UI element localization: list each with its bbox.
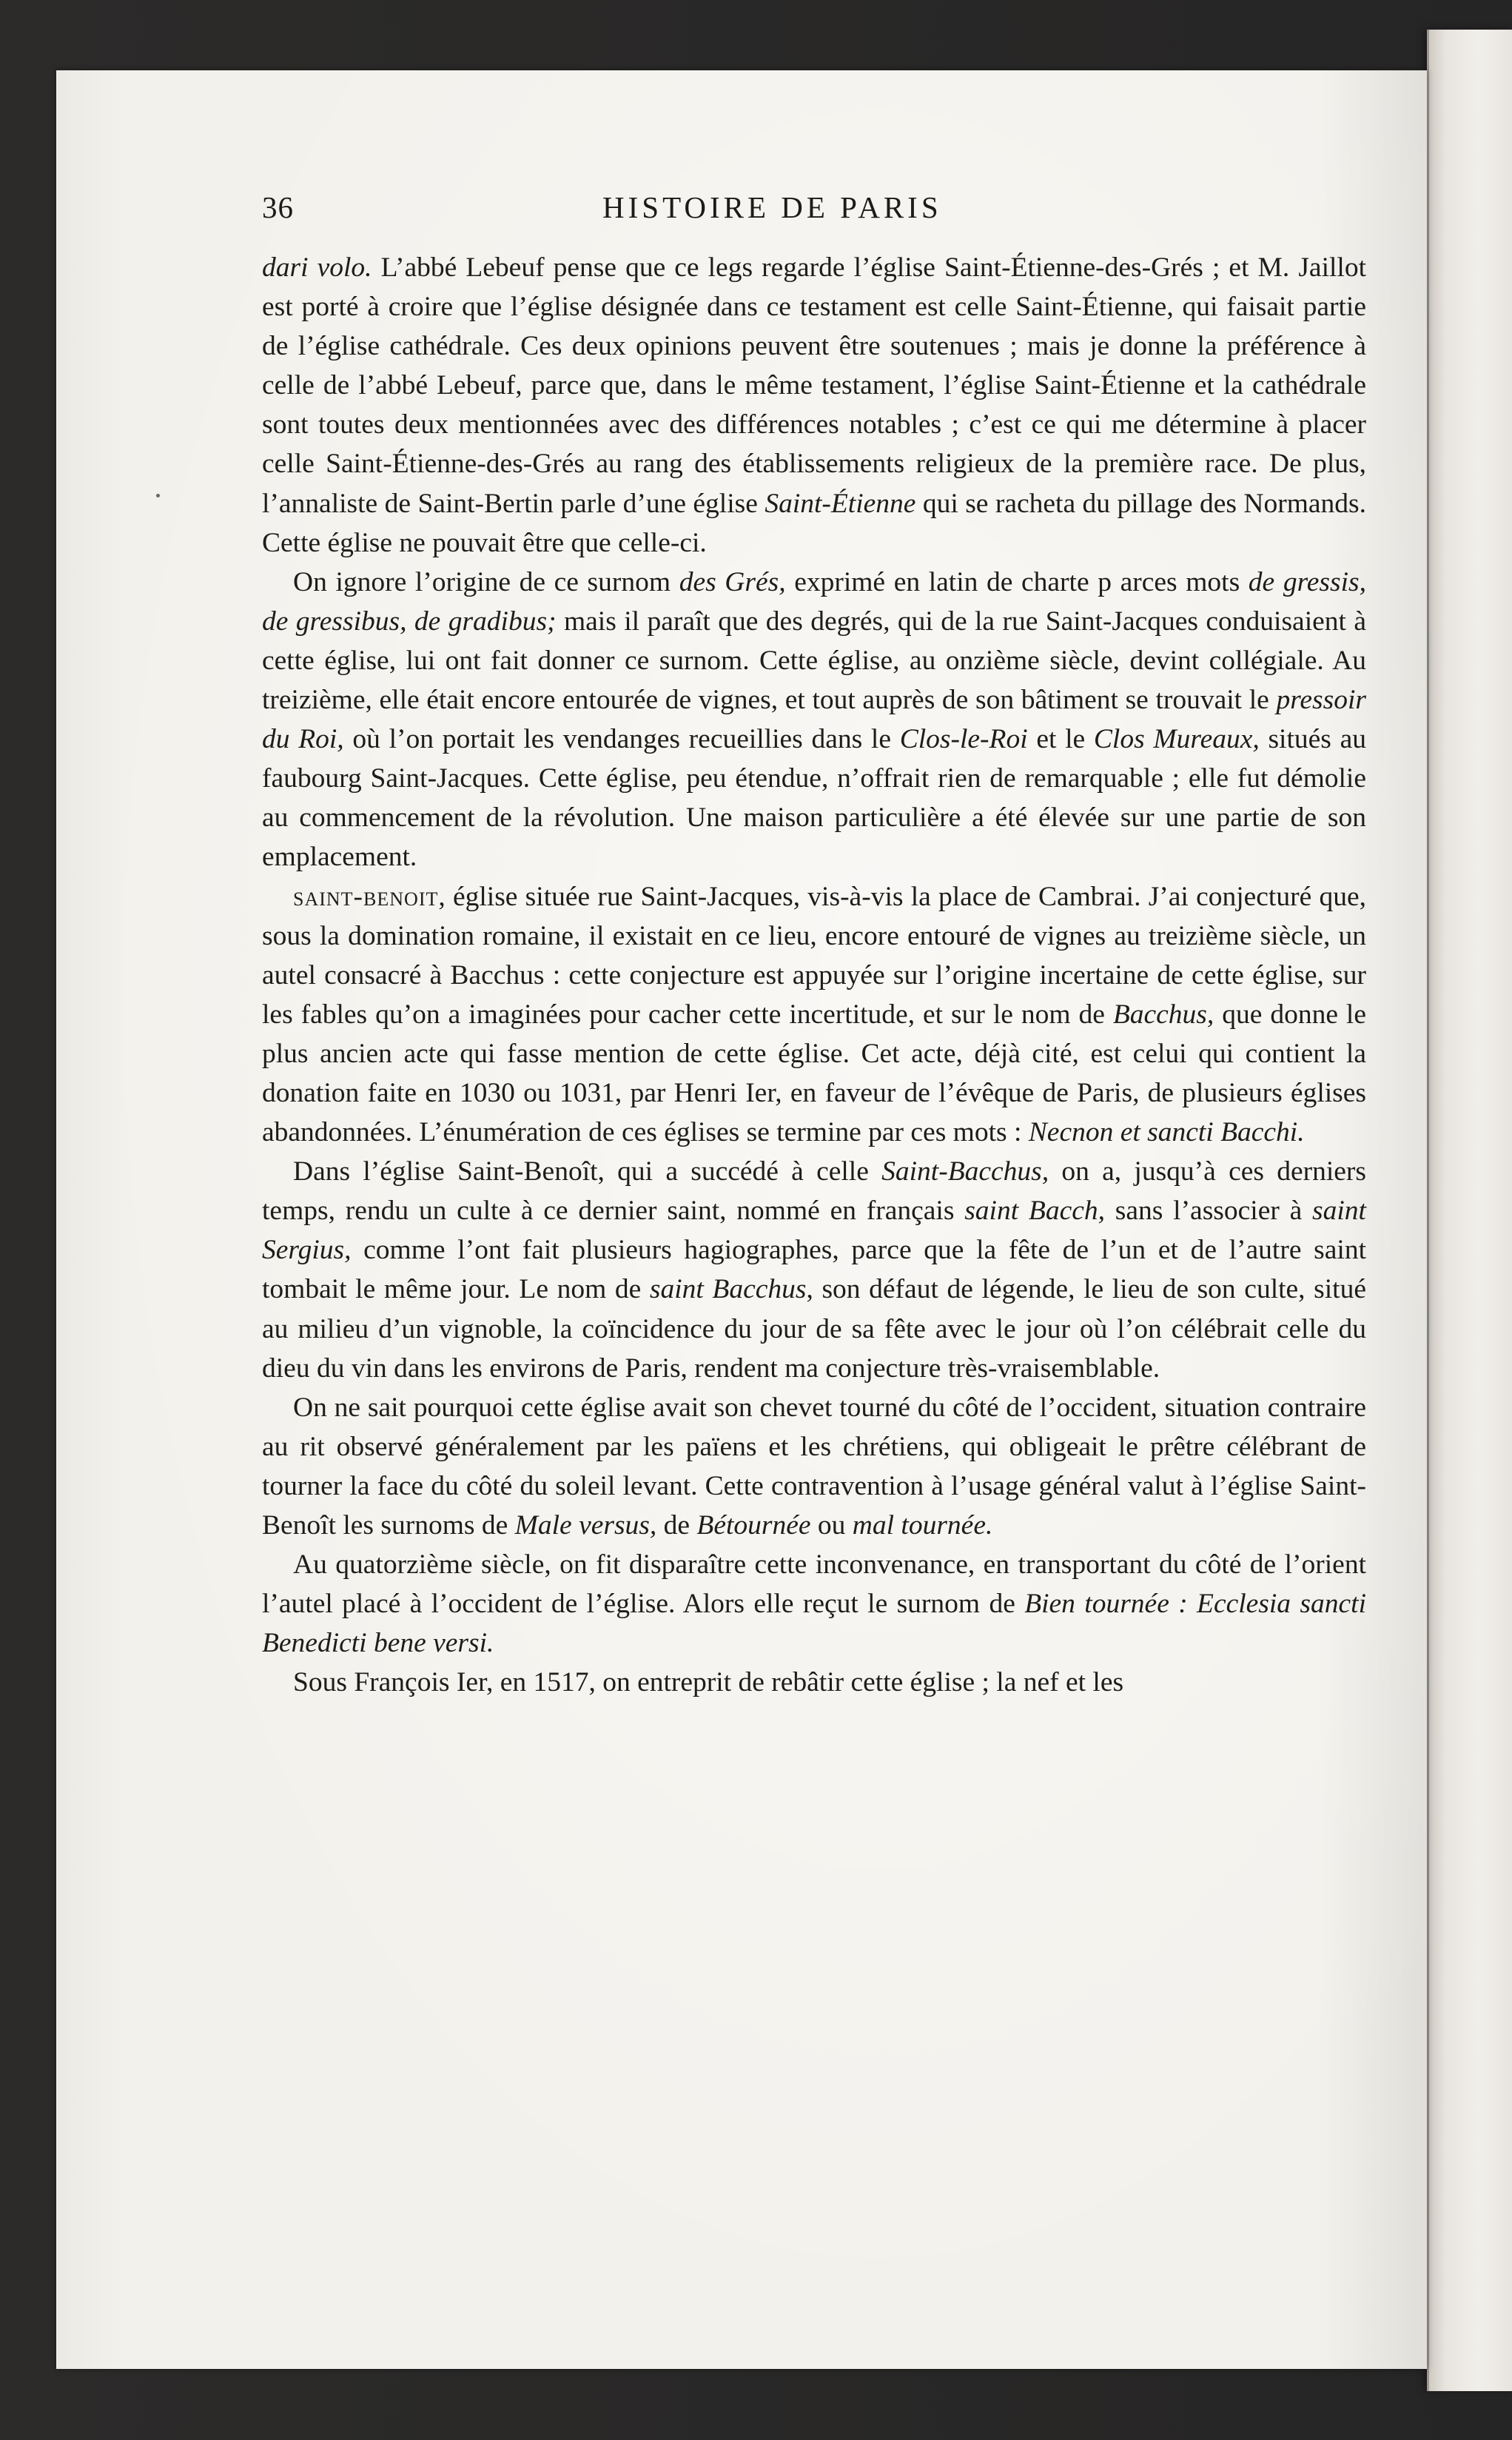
text-span: , église située rue Saint-Jacques, vis-à-vis la place de Cambrai. J’ai conjecturé que, sous la domination romaine, il existait en ce lieu, encore entouré de vignes au treizième siècle, un autel consacré à Bacchus : cette conjecture est appuyée sur l’origine incertaine de cette église, sur les fables qu’on a imaginées pour cacher cette incertitude, et sur le nom de <box>262 881 1366 1030</box>
text-span: exprimé en latin de charte p arces mots <box>785 566 1249 597</box>
margin-speck <box>156 494 160 497</box>
page-number: 36 <box>262 190 294 224</box>
section-heading: saint-benoit <box>293 881 439 912</box>
text-span: qui se racheta du pillage des Normands. Cette église ne pouvait être que celle-ci. <box>262 488 1366 558</box>
italic-span: des Grés, <box>679 566 786 597</box>
text-span: ou <box>810 1510 853 1541</box>
italic-span: de gressis, de gressibus, de gradibus; <box>262 566 1366 637</box>
text-span: on a, jusqu’à ces derniers temps, rendu un culte à ce dernier saint, nommé en français <box>262 1156 1366 1227</box>
italic-span: Necnon et sancti Bacchi. <box>1028 1117 1305 1148</box>
italic-span: Saint-Bacchus, <box>881 1156 1049 1187</box>
italic-span: saint Bacch, <box>964 1196 1105 1227</box>
italic-span: saint Sergius, <box>262 1196 1366 1266</box>
text-span: que donne le plus ancien acte qui fasse mention de cette église. Cet acte, déjà cité, est celui qui contient la donation faite en 1030 ou 1031, par Henri Ier, en faveur de l’évêque de Paris, de plusieurs églises abandonnées. L’énumération de ces églises se termine par ces mots : <box>262 999 1366 1148</box>
page-header <box>262 190 1365 234</box>
italic-span: Clos-le-Roi <box>899 724 1028 755</box>
text-span: On ne sait pourquoi cette église avait son chevet tourné du côté de l’occident, situation contraire au rit observé généralement par les païens et les chrétiens, qui obligeait le prêtre célébrant de tourner la face du côté du soleil levant. Cette contravention à l’usage général valut à l’église Saint-Benoît les surnoms de <box>262 1392 1366 1541</box>
text-span: comme l’ont fait plusieurs hagiographes, parce que la fête de l’un et de l’autre saint tombait le même jour. Le nom de <box>262 1235 1366 1305</box>
italic-span: Male versus, <box>514 1510 657 1541</box>
text-span: Dans l’église Saint-Benoît, qui a succédé à celle <box>293 1156 882 1187</box>
text-span: On ignore l’origine de ce surnom <box>293 566 679 597</box>
text-span: mais il paraît que des degrés, qui de la rue Saint-Jacques conduisaient à cette église, lui ont fait donner ce surnom. Cette église, au onzième siècle, devint collégiale. Au treizième, elle était encore entourée de vignes, et tout auprès de son bâtiment se trouvait le <box>262 606 1366 716</box>
italic-span: Clos Mureaux, <box>1093 724 1260 755</box>
paragraph-4 <box>262 1152 1366 1388</box>
text-span: sans l’associer à <box>1105 1196 1313 1227</box>
italic-span: Bacchus, <box>1112 999 1214 1030</box>
italic-span: mal tournée. <box>852 1510 993 1541</box>
text-span: Sous François Ier, en 1517, on entreprit de rebâtir cette église ; la nef et les <box>293 1667 1124 1698</box>
text-span: situés au faubourg Saint-Jacques. Cette église, peu étendue, n’offrait rien de remarquable ; elle fut démolie au commencement de la révolution. Une maison particulière a été élevée sur une partie de son emplacement. <box>262 724 1366 873</box>
running-title: HISTOIRE DE PARIS <box>602 190 942 224</box>
paragraph-2 <box>262 563 1366 877</box>
text-span: où l’on portait les vendanges recueillies dans le <box>343 724 900 755</box>
facing-page-edge <box>1427 30 1512 2391</box>
paragraph-6 <box>262 1545 1366 1663</box>
paragraph-5 <box>262 1388 1366 1545</box>
text-span: Au quatorzième siècle, on fit disparaître cette inconvenance, en transportant du côté de l’orient l’autel placé à l’occident de l’église. Alors elle reçut le surnom de <box>262 1549 1366 1620</box>
italic-span: dari volo. <box>262 252 372 283</box>
italic-span: Saint-Étienne <box>765 488 916 519</box>
paragraph-3 <box>262 877 1366 1153</box>
text-span: L’abbé Lebeuf pense que ce legs regarde l’église Saint-Étienne-des-Grés ; et M. Jaillot est porté à croire que l’église désignée dans ce testament est celle Saint-Étienne, qui faisait partie de l’église cathédrale. Ces deux opinions peuvent être soutenues ; mais je donne la préférence à celle de l’abbé Lebeuf, parce que, dans le même testament, l’église Saint-Étienne et la cathédrale sont toutes deux mentionnées avec des différences notables ; c’est ce qui me détermine à placer celle Saint-Étienne-des-Grés au rang des établissements religieux de la première race. De plus, l’annaliste de Saint-Bertin parle d’une église <box>262 252 1366 519</box>
italic-span: Bien tournée : Ecclesia sancti Benedicti bene versi. <box>262 1589 1366 1659</box>
text-span: , son défaut de légende, le lieu de son culte, situé au milieu d’un vignoble, la coïncidence du jour de sa fête avec le jour où l’on célébrait celle du dieu du vin dans les environs de Paris, rendent ma conjecture très-vraisemblable. <box>262 1274 1366 1384</box>
italic-span: Bétournée <box>696 1510 811 1541</box>
text-span: et le <box>1027 724 1094 755</box>
italic-span: pressoir du Roi, <box>262 685 1366 755</box>
body-text <box>262 248 1366 1702</box>
paragraph-1 <box>262 248 1366 563</box>
text-span: de <box>656 1510 697 1541</box>
italic-span: saint Bacchus <box>649 1274 807 1305</box>
paragraph-7 <box>262 1663 1366 1702</box>
